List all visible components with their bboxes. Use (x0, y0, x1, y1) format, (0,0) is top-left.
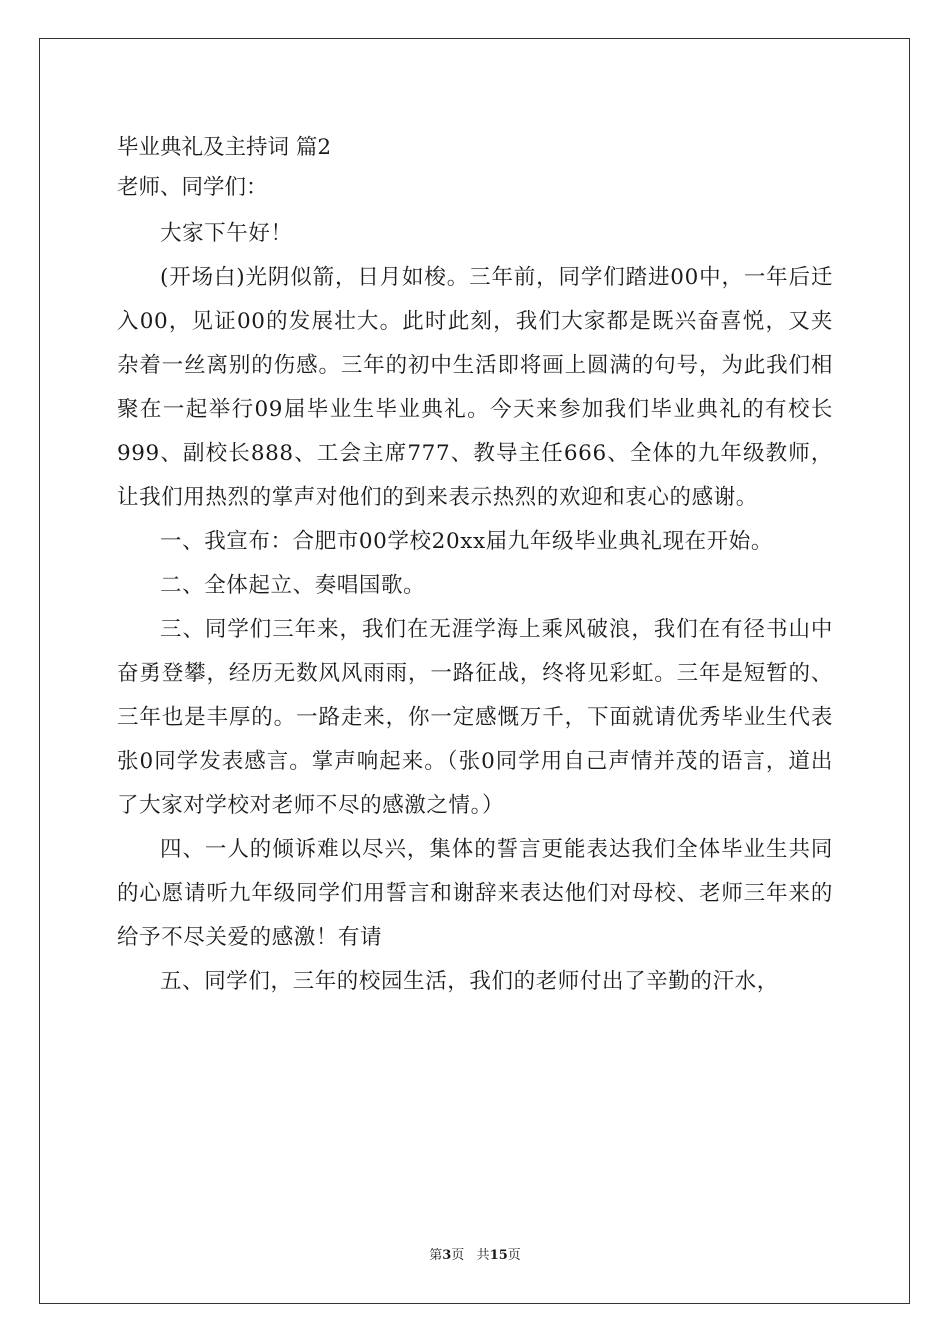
paragraph-opening: (开场白)光阴似箭，日月如梭。三年前，同学们踏进00中，一年后迁入00，见证00的发展壮大。此时此刻，我们大家都是既兴奋喜悦，又夹杂着一丝离别的伤感。三年的初中生活即将画上圆满的句号，为此我们相聚在一起举行09届毕业生毕业典礼。今天来参加我们毕业典礼的有校长999、副校长888、工会主席777、教导主任666、全体的九年级教师，让我们用热烈的掌声对他们的到来表示热烈的欢迎和衷心的感谢。 (117, 265, 833, 510)
paragraph-item-5: 五、同学们，三年的校园生活，我们的老师付出了辛勤的汗水， (160, 969, 779, 994)
document-body (117, 128, 833, 1004)
paragraph-item-2: 二、全体起立、奏唱国歌。 (160, 573, 426, 598)
page-footer (0, 1247, 950, 1265)
page-number: 3 (442, 1248, 452, 1263)
page-suffix: 页 (451, 1248, 465, 1263)
total-prefix: 共 (476, 1248, 490, 1263)
page-prefix: 第 (429, 1248, 443, 1263)
paragraph-item-3: 三、同学们三年来，我们在无涯学海上乘风破浪，我们在有径书山中奋勇登攀，经历无数风风雨雨，一路征战，终将见彩虹。三年是短暂的、三年也是丰厚的。一路走来，你一定感慨万千，下面就请优秀毕业生代表张0同学发表感言。掌声响起来。（张0同学用自己声情并茂的语言，道出了大家对学校对老师不尽的感激之情。） (117, 617, 833, 818)
paragraph-greeting: 大家下午好！ (160, 221, 293, 246)
paragraph-item-1: 一、我宣布：合肥市00学校20xx届九年级毕业典礼现在开始。 (160, 529, 773, 554)
paragraph-item-4: 四、一人的倾诉难以尽兴，集体的誓言更能表达我们全体毕业生共同的心愿请听九年级同学们用誓言和谢辞来表达他们对母校、老师三年来的给予不尽关爱的感激！有请 (117, 837, 833, 950)
salutation: 老师、同学们： (117, 175, 268, 200)
total-suffix: 页 (507, 1248, 521, 1263)
document-title: 毕业典礼及主持词 篇2 (117, 135, 332, 160)
total-pages: 15 (489, 1248, 508, 1263)
